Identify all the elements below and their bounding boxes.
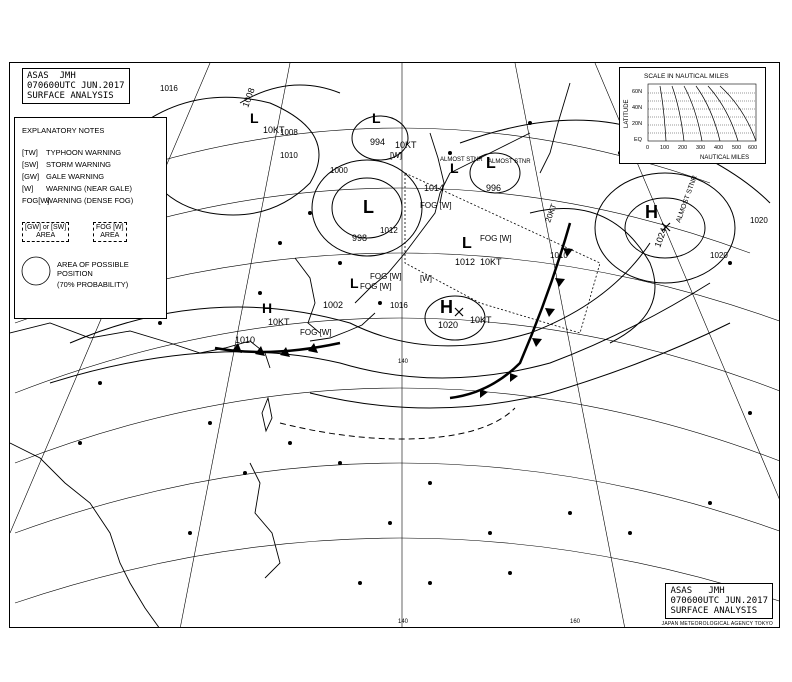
note-code: [SW] xyxy=(22,160,39,169)
note-label: WARNING (DENSE FOG) xyxy=(46,196,134,205)
coast-china-south xyxy=(10,443,160,628)
note-item xyxy=(22,160,111,169)
low-center-letter: L xyxy=(462,235,472,252)
front-triangle xyxy=(510,373,518,382)
station-dot xyxy=(488,531,492,535)
front-triangle xyxy=(545,308,555,317)
scale-curve xyxy=(660,86,666,141)
high-center-letter: H xyxy=(440,297,453,317)
center-motion: 10KT xyxy=(480,257,502,267)
station-dot xyxy=(243,471,247,475)
fog-warning-label: FOG [W] xyxy=(370,272,402,281)
gale-storm-area-legend xyxy=(22,222,69,242)
x-tick: 300 xyxy=(696,145,706,151)
note-item xyxy=(22,196,133,205)
x-tick: 200 xyxy=(678,145,688,151)
x-tick: 500 xyxy=(732,145,742,151)
station-observations xyxy=(78,121,752,585)
note-item xyxy=(22,184,132,193)
x-tick: 0 xyxy=(646,145,650,151)
isobar-label: 1010 xyxy=(280,151,298,160)
station-dot xyxy=(388,521,392,525)
station-dot xyxy=(428,481,432,485)
fog-warning-label: FOG [W] xyxy=(300,328,332,337)
probability-circle-icon xyxy=(21,256,51,286)
scale-curve xyxy=(708,86,738,141)
scale-curves xyxy=(660,86,756,141)
scale-ylabel: LATITUDE xyxy=(624,99,630,128)
fog-warning-label: FOG [W] xyxy=(420,201,452,210)
center-value: 1002 xyxy=(323,300,344,310)
map-title-top xyxy=(22,68,130,104)
station-dot xyxy=(78,441,82,445)
station-dot xyxy=(98,381,102,385)
scale-curve xyxy=(720,86,756,141)
coast-philippines xyxy=(250,463,280,578)
x-tick: 400 xyxy=(714,145,724,151)
high-center-letter: H xyxy=(645,202,658,222)
front-triangle xyxy=(480,389,488,398)
station-dot xyxy=(528,121,532,125)
note-code: FOG[W] xyxy=(22,196,50,205)
coast-taiwan xyxy=(262,398,272,431)
lat-tick: EQ xyxy=(634,137,642,143)
station-dot xyxy=(158,321,162,325)
fog-warning-label: FOG [W] xyxy=(360,282,392,291)
isobar-label: 1020 xyxy=(750,216,768,225)
title-line: 070600UTC JUN.2017 xyxy=(27,81,125,91)
isobar-label: 1016 xyxy=(160,84,178,93)
station-dot xyxy=(258,291,262,295)
station-dot xyxy=(278,241,282,245)
center-value: 994 xyxy=(370,137,386,147)
center-value: 996 xyxy=(486,183,502,193)
station-dot xyxy=(378,301,382,305)
lon-label: 160 xyxy=(570,619,581,625)
circle-label-2: POSITION xyxy=(57,269,93,278)
center-motion: 10KT xyxy=(395,140,417,150)
low-center-letter: L xyxy=(372,110,381,126)
center-motion: ALMOST STNR xyxy=(488,159,531,165)
scale-xlabel: NAUTICAL MILES xyxy=(700,155,750,161)
lat-line xyxy=(15,463,780,533)
x-ticks xyxy=(646,145,757,151)
front-triangle xyxy=(555,278,565,287)
trough-line xyxy=(280,408,515,439)
grid-labels xyxy=(398,359,581,625)
center-motion: 10KT xyxy=(263,125,285,135)
station-dot xyxy=(508,571,512,575)
note-label: STORM WARNING xyxy=(46,160,111,169)
near-gale-warning-label: [W] xyxy=(390,151,402,160)
fog-warning-label: FOG [W] xyxy=(480,234,512,243)
low-center-letter: L xyxy=(363,197,374,217)
station-dot xyxy=(188,531,192,535)
coast-kamchatka xyxy=(540,83,570,173)
scale-curve xyxy=(672,86,684,141)
scale-title: SCALE IN NAUTICAL MILES xyxy=(644,73,729,80)
area-box-label: FOG [W] xyxy=(96,224,124,231)
station-dot xyxy=(628,531,632,535)
near-gale-warning-label: [W] xyxy=(420,274,432,283)
note-label: TYPHOON WARNING xyxy=(46,148,122,157)
circle-label-3: (70% PROBABILITY) xyxy=(57,280,129,289)
center-value: 1024 xyxy=(652,226,669,249)
center-value: 1020 xyxy=(438,320,459,330)
lat-tick: 60N xyxy=(632,89,643,95)
isobar-label: 1010 xyxy=(550,251,568,260)
station-dot xyxy=(288,441,292,445)
scale-curve xyxy=(684,86,702,141)
lat-line xyxy=(15,318,780,393)
lat-tick: 40N xyxy=(632,105,643,111)
center-motion: ALMOST STNR xyxy=(675,174,699,224)
station-dot xyxy=(748,411,752,415)
center-value: 1008 xyxy=(240,86,257,109)
station-dot xyxy=(338,261,342,265)
scale-graph xyxy=(620,68,765,163)
map-title-bottom xyxy=(665,583,773,619)
center-motion: ALMOST STNR xyxy=(440,157,483,163)
station-dot xyxy=(308,211,312,215)
area-box-sub: AREA xyxy=(36,232,56,239)
scale-grid xyxy=(648,93,756,133)
lon-label: 140 xyxy=(398,619,409,625)
note-item xyxy=(22,172,104,181)
low-center-letter: L xyxy=(450,160,459,176)
fog-area-legend xyxy=(93,222,127,242)
weather-map-frame xyxy=(9,62,780,628)
x-tick: 600 xyxy=(748,145,758,151)
lat-line xyxy=(15,388,780,463)
front-triangle xyxy=(532,338,542,347)
wind-speed-label: 20KT xyxy=(543,202,559,224)
station-dot xyxy=(568,511,572,515)
note-label: WARNING (NEAR GALE) xyxy=(46,184,132,193)
low-center-letter: L xyxy=(250,110,259,126)
distance-scale-box xyxy=(619,67,766,164)
notes-title: EXPLANATORY NOTES xyxy=(22,126,105,135)
center-motion: 10KT xyxy=(268,317,290,327)
center-value: 998 xyxy=(352,233,368,243)
fog-warning-area xyxy=(405,173,600,333)
area-box-label: [GW] or [SW] xyxy=(25,224,67,231)
station-dot xyxy=(448,151,452,155)
lat-ticks xyxy=(632,89,643,143)
scale-plot-area xyxy=(648,84,756,141)
x-tick: 100 xyxy=(660,145,670,151)
station-dot xyxy=(728,261,732,265)
circle-label-1: AREA OF POSSIBLE xyxy=(57,260,129,269)
center-motion: 10KT xyxy=(470,315,492,325)
title-line: SURFACE ANALYSIS xyxy=(670,606,758,616)
isobar-label: 1000 xyxy=(330,166,348,175)
low-center-letter: L xyxy=(350,275,359,291)
title-line: ASAS JMH xyxy=(27,71,76,81)
center-value: 1014 xyxy=(424,183,445,193)
isobar-label: 1008 xyxy=(280,128,298,137)
center-value: 1010 xyxy=(235,335,256,345)
isobar xyxy=(530,209,655,343)
lat-tick: 20N xyxy=(632,121,643,127)
title-line: 070600UTC JUN.2017 xyxy=(670,596,768,606)
low-center-letter: L xyxy=(486,155,496,172)
station-dot xyxy=(208,421,212,425)
station-dot xyxy=(358,581,362,585)
station-dot xyxy=(338,461,342,465)
note-label: GALE WARNING xyxy=(46,172,105,181)
isobar-label: 1020 xyxy=(710,251,728,260)
note-code: [W] xyxy=(22,184,34,193)
note-item xyxy=(22,148,121,157)
explanatory-notes-panel xyxy=(14,117,167,319)
title-line: ASAS JMH xyxy=(670,586,725,596)
center-value: 1012 xyxy=(455,257,476,267)
isobar-label: 1012 xyxy=(380,226,398,235)
title-line: SURFACE ANALYSIS xyxy=(27,91,114,101)
lon-label: 140 xyxy=(398,359,409,365)
agency-credit: JAPAN METEOROLOGICAL AGENCY TOKYO xyxy=(661,621,773,627)
lon-line xyxy=(515,63,625,628)
note-code: [GW] xyxy=(22,172,40,181)
isobar-label: 1016 xyxy=(390,301,408,310)
station-dot xyxy=(428,581,432,585)
area-box-sub: AREA xyxy=(100,232,120,239)
scale-curve xyxy=(696,86,720,141)
station-dot xyxy=(708,501,712,505)
note-code: [TW] xyxy=(22,148,38,157)
high-center-letter: H xyxy=(262,300,273,316)
